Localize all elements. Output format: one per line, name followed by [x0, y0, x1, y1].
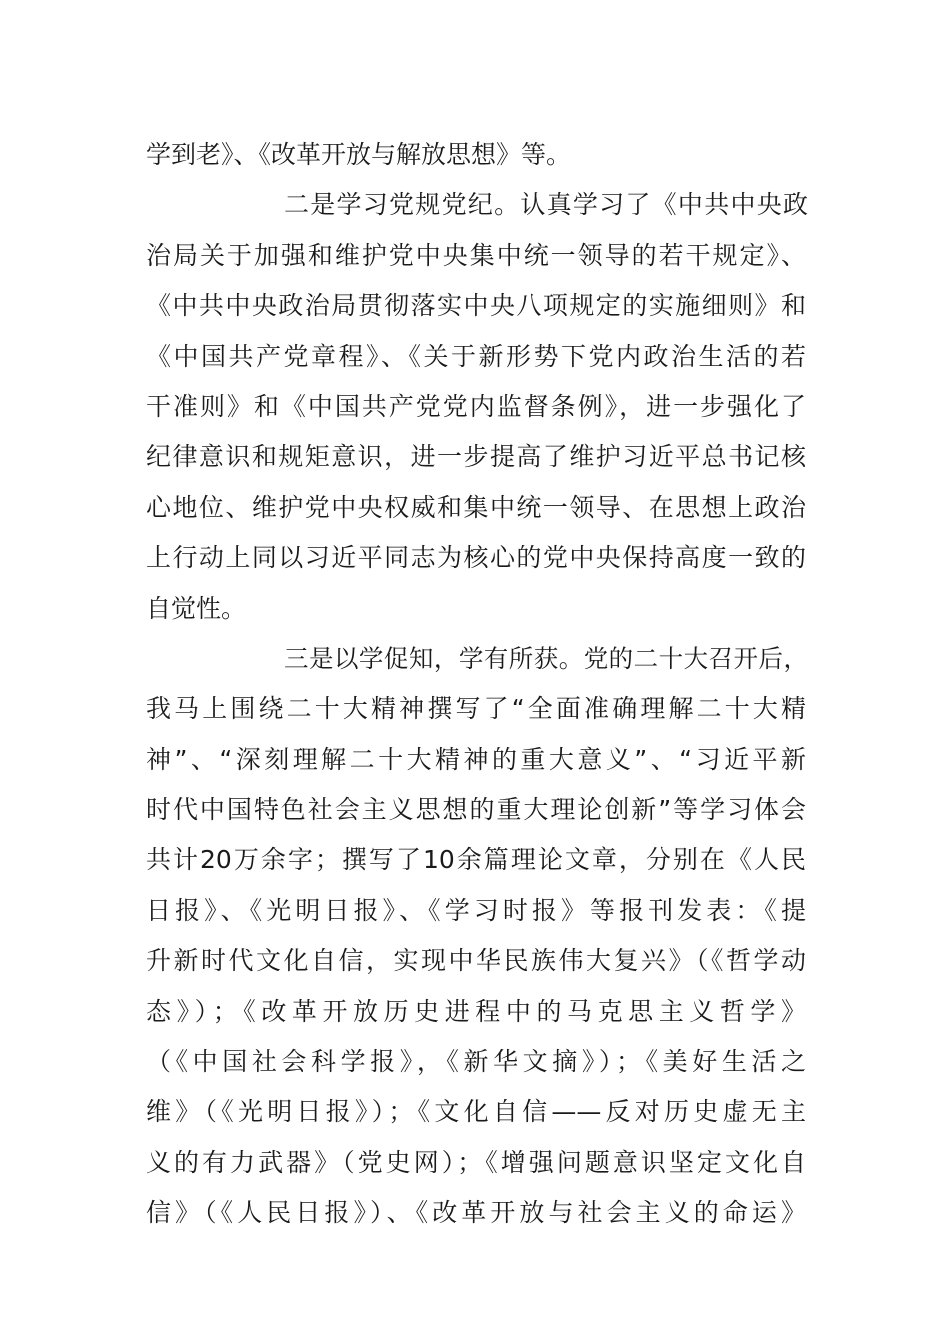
text-line: 神”、“深刻理解二十大精神的重大意义”、“习近平新 [146, 744, 806, 774]
text-line: （《中国社会科学报》，《新华文摘》）；《美好生活之 [146, 1047, 806, 1077]
text-line: 上行动上同以习近平同志为核心的党中央保持高度一致的 [146, 543, 806, 573]
text-line: 维》（《光明日报》）；《文化自信——反对历史虚无主 [146, 1097, 806, 1127]
text-line: 时代中国特色社会主义思想的重大理论创新”等学习体会 [146, 795, 806, 825]
text-line: 治局关于加强和维护党中央集中统一领导的若干规定》、 [146, 240, 806, 270]
text-line: 态》）；《改革开放历史进程中的马克思主义哲学》 [146, 996, 806, 1026]
text-line: 《中国共产党章程》、《关于新形势下党内政治生活的若 [146, 341, 806, 371]
body-text [0, 130, 950, 1239]
text-line: 学到老》、《改革开放与解放思想》等。 [146, 140, 572, 169]
text-line: 我马上围绕二十大精神撰写了“全面准确理解二十大精 [146, 694, 806, 724]
text-line: 干准则》和《中国共产党党内监督条例》，进一步强化了 [146, 391, 806, 421]
text-line: 日报》、《光明日报》、《学习时报》等报刊发表：《提 [146, 895, 806, 925]
text-line: 心地位、维护党中央权威和集中统一领导、在思想上政治 [146, 492, 806, 522]
text-line: 升新时代文化自信，实现中华民族伟大复兴》（《哲学动 [146, 946, 806, 976]
paragraph-first-line: 二是学习党规党纪。认真学习了《中共中央政 [284, 190, 808, 220]
paragraph-first-line: 三是以学促知，学有所获。党的二十大召开后， [284, 643, 808, 673]
text-line: 自觉性。 [146, 593, 247, 623]
text-line: 共计20万余字；撰写了10余篇理论文章，分别在《人民 [146, 845, 806, 875]
text-line: 纪律意识和规矩意识，进一步提高了维护习近平总书记核 [146, 442, 806, 472]
text-line: 《中共中央政治局贯彻落实中央八项规定的实施细则》和 [146, 291, 806, 321]
text-line: 义的有力武器》（党史网）；《增强问题意识坚定文化自 [146, 1147, 806, 1177]
text-line: 信》（《人民日报》）、《改革开放与社会主义的命运》 [146, 1198, 806, 1228]
